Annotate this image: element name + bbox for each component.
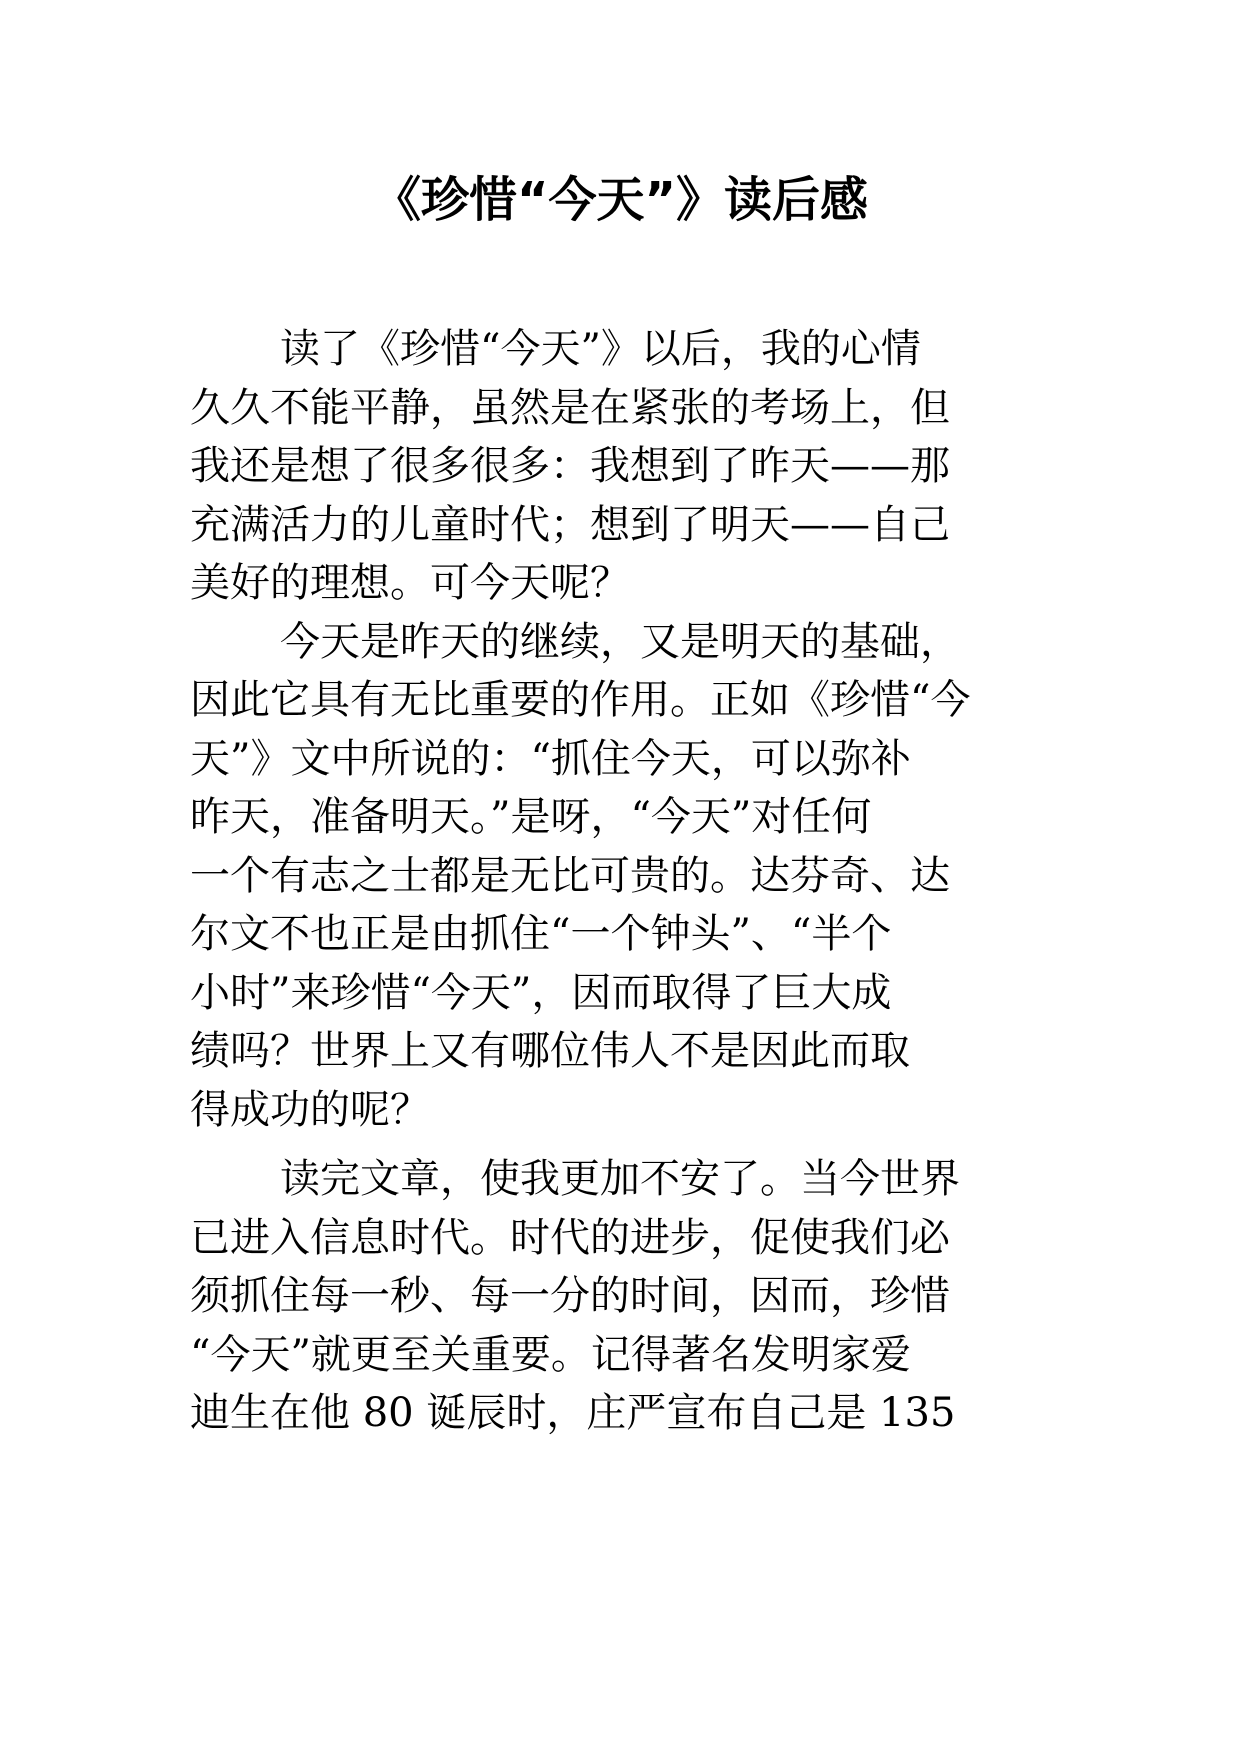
paragraph-line: 一个有志之士都是无比可贵的。达芬奇、达 bbox=[190, 852, 950, 899]
paragraph-line: 美好的理想。可今天呢？ bbox=[190, 560, 630, 606]
paragraph-line: 天”》文中所说的：“抓住今天，可以弥补 bbox=[190, 735, 911, 782]
document-body bbox=[190, 320, 1070, 1443]
paragraph-line: 昨天，准备明天。”是呀，“今天”对任何 bbox=[190, 794, 872, 840]
paragraph-2 bbox=[190, 613, 1070, 1140]
paragraph-line: 读完文章，使我更加不安了。当今世界 bbox=[280, 1156, 960, 1202]
paragraph-line: 读了《珍惜“今天”》以后，我的心情 bbox=[280, 326, 921, 372]
paragraph-line: 小时”来珍惜“今天”，因而取得了巨大成 bbox=[190, 969, 892, 1016]
paragraph-line: 得成功的呢？ bbox=[190, 1086, 430, 1133]
paragraph-line: 已进入信息时代。时代的进步，促使我们必 bbox=[190, 1214, 950, 1261]
paragraph-line: 充满活力的儿童时代；想到了明天——自己 bbox=[190, 501, 950, 548]
paragraph-line: 因此它具有无比重要的作用。正如《珍惜“今 bbox=[190, 677, 971, 723]
paragraph-line: 我还是想了很多很多：我想到了昨天——那 bbox=[190, 443, 950, 489]
paragraph-line: 今天是昨天的继续，又是明天的基础， bbox=[280, 618, 960, 665]
paragraph-1 bbox=[190, 320, 1070, 613]
paragraph-line: 绩吗？世界上又有哪位伟人不是因此而取 bbox=[190, 1028, 910, 1074]
document-title: 《珍惜“今天”》读后感 bbox=[372, 172, 869, 228]
paragraph-3 bbox=[190, 1150, 1070, 1443]
paragraph-line: 迪生在他 80 诞辰时，庄严宣布自己是 135 bbox=[190, 1390, 956, 1436]
paragraph-line: 须抓住每一秒、每一分的时间，因而，珍惜 bbox=[190, 1273, 950, 1319]
paragraph-spacer bbox=[190, 1139, 1070, 1150]
paragraph-line: 尔文不也正是由抓住“一个钟头”、“半个 bbox=[190, 911, 892, 957]
paragraph-line: “今天”就更至关重要。记得著名发明家爱 bbox=[190, 1331, 911, 1378]
paragraph-line: 久久不能平静，虽然是在紧张的考场上，但 bbox=[190, 384, 950, 431]
